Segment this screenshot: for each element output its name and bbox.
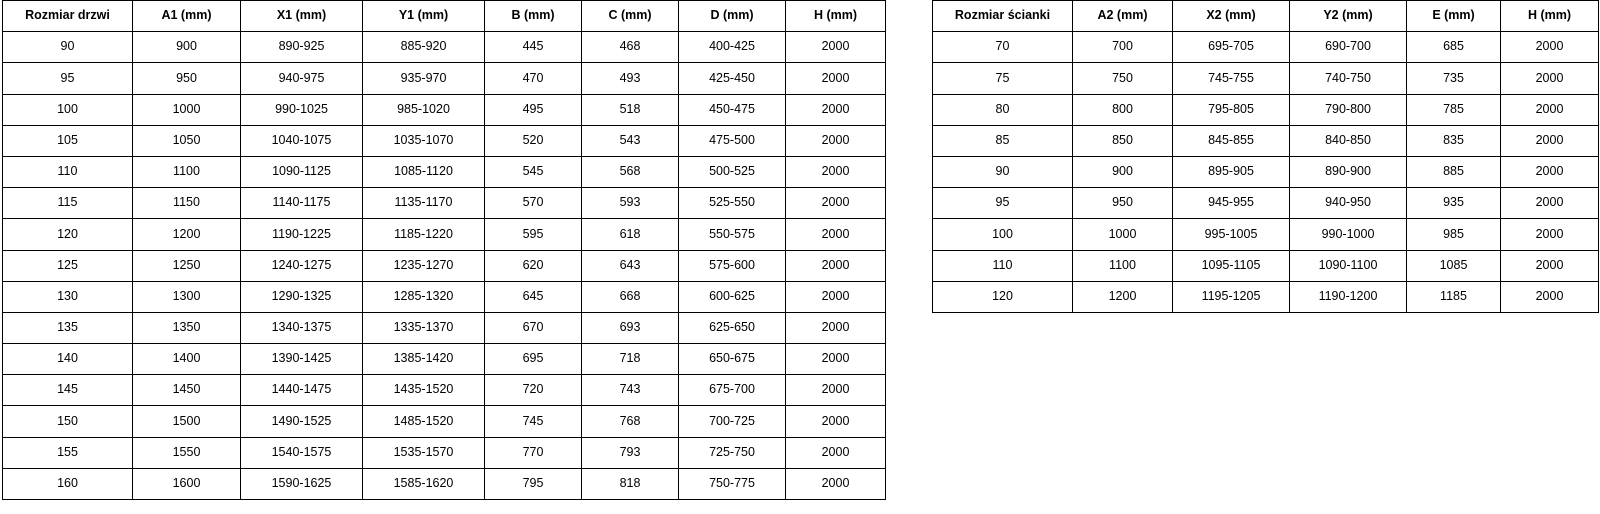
table-row bbox=[3, 344, 886, 375]
table-header-row bbox=[3, 1, 886, 32]
table-cell: 1585-1620 bbox=[363, 468, 485, 499]
column-header: Y2 (mm) bbox=[1290, 1, 1407, 32]
table-cell: 1200 bbox=[1073, 281, 1173, 312]
walls-dimensions-table bbox=[932, 0, 1599, 313]
table-cell: 1200 bbox=[133, 219, 241, 250]
table-cell: 1485-1520 bbox=[363, 406, 485, 437]
table-cell: 1050 bbox=[133, 125, 241, 156]
table-cell: 100 bbox=[933, 219, 1073, 250]
table-cell: 2000 bbox=[786, 94, 886, 125]
table-cell: 745-755 bbox=[1173, 63, 1290, 94]
table-cell: 940-975 bbox=[241, 63, 363, 94]
table-cell: 1240-1275 bbox=[241, 250, 363, 281]
column-header: Rozmiar drzwi bbox=[3, 1, 133, 32]
column-header: A1 (mm) bbox=[133, 1, 241, 32]
table-cell: 985 bbox=[1407, 219, 1501, 250]
walls-table-header bbox=[933, 1, 1599, 32]
table-cell: 525-550 bbox=[679, 188, 786, 219]
table-cell: 90 bbox=[933, 156, 1073, 187]
table-cell: 840-850 bbox=[1290, 125, 1407, 156]
table-cell: 500-525 bbox=[679, 156, 786, 187]
table-cell: 150 bbox=[3, 406, 133, 437]
table-cell: 850 bbox=[1073, 125, 1173, 156]
table-cell: 1085 bbox=[1407, 250, 1501, 281]
table-cell: 593 bbox=[582, 188, 679, 219]
table-cell: 1435-1520 bbox=[363, 375, 485, 406]
table-cell: 1340-1375 bbox=[241, 312, 363, 343]
table-cell: 160 bbox=[3, 468, 133, 499]
table-cell: 2000 bbox=[786, 188, 886, 219]
table-cell: 935 bbox=[1407, 188, 1501, 219]
table-cell: 135 bbox=[3, 312, 133, 343]
table-cell: 690-700 bbox=[1290, 32, 1407, 63]
table-row bbox=[3, 437, 886, 468]
table-row bbox=[933, 156, 1599, 187]
table-cell: 568 bbox=[582, 156, 679, 187]
column-header: Y1 (mm) bbox=[363, 1, 485, 32]
table-cell: 1400 bbox=[133, 344, 241, 375]
table-cell: 745 bbox=[485, 406, 582, 437]
table-cell: 1535-1570 bbox=[363, 437, 485, 468]
table-cell: 140 bbox=[3, 344, 133, 375]
table-cell: 400-425 bbox=[679, 32, 786, 63]
table-row bbox=[3, 94, 886, 125]
table-row bbox=[3, 375, 886, 406]
table-cell: 1040-1075 bbox=[241, 125, 363, 156]
table-row bbox=[933, 281, 1599, 312]
table-cell: 155 bbox=[3, 437, 133, 468]
table-cell: 950 bbox=[1073, 188, 1173, 219]
table-cell: 1195-1205 bbox=[1173, 281, 1290, 312]
table-cell: 935-970 bbox=[363, 63, 485, 94]
table-cell: 1390-1425 bbox=[241, 344, 363, 375]
table-cell: 2000 bbox=[786, 219, 886, 250]
column-header: X2 (mm) bbox=[1173, 1, 1290, 32]
table-cell: 790-800 bbox=[1290, 94, 1407, 125]
table-row bbox=[3, 188, 886, 219]
table-cell: 2000 bbox=[1501, 281, 1599, 312]
table-cell: 80 bbox=[933, 94, 1073, 125]
table-cell: 1300 bbox=[133, 281, 241, 312]
table-cell: 115 bbox=[3, 188, 133, 219]
table-cell: 95 bbox=[3, 63, 133, 94]
table-cell: 1085-1120 bbox=[363, 156, 485, 187]
table-row bbox=[3, 219, 886, 250]
table-cell: 2000 bbox=[786, 375, 886, 406]
table-row bbox=[933, 188, 1599, 219]
table-cell: 768 bbox=[582, 406, 679, 437]
table-cell: 495 bbox=[485, 94, 582, 125]
table-cell: 105 bbox=[3, 125, 133, 156]
table-row bbox=[933, 32, 1599, 63]
table-cell: 725-750 bbox=[679, 437, 786, 468]
table-row bbox=[933, 94, 1599, 125]
table-cell: 668 bbox=[582, 281, 679, 312]
table-cell: 740-750 bbox=[1290, 63, 1407, 94]
table-cell: 2000 bbox=[1501, 125, 1599, 156]
table-cell: 995-1005 bbox=[1173, 219, 1290, 250]
table-row bbox=[3, 32, 886, 63]
table-cell: 2000 bbox=[786, 281, 886, 312]
table-cell: 618 bbox=[582, 219, 679, 250]
table-cell: 1600 bbox=[133, 468, 241, 499]
table-cell: 1235-1270 bbox=[363, 250, 485, 281]
table-cell: 940-950 bbox=[1290, 188, 1407, 219]
table-cell: 643 bbox=[582, 250, 679, 281]
table-cell: 1090-1100 bbox=[1290, 250, 1407, 281]
column-header: H (mm) bbox=[1501, 1, 1599, 32]
table-cell: 985-1020 bbox=[363, 94, 485, 125]
table-cell: 890-925 bbox=[241, 32, 363, 63]
table-cell: 70 bbox=[933, 32, 1073, 63]
table-cell: 795 bbox=[485, 468, 582, 499]
table-cell: 570 bbox=[485, 188, 582, 219]
table-cell: 2000 bbox=[786, 437, 886, 468]
table-cell: 750-775 bbox=[679, 468, 786, 499]
table-cell: 2000 bbox=[786, 156, 886, 187]
table-cell: 785 bbox=[1407, 94, 1501, 125]
table-row bbox=[3, 250, 886, 281]
table-cell: 75 bbox=[933, 63, 1073, 94]
table-cell: 718 bbox=[582, 344, 679, 375]
table-cell: 743 bbox=[582, 375, 679, 406]
table-cell: 2000 bbox=[786, 468, 886, 499]
table-cell: 835 bbox=[1407, 125, 1501, 156]
table-cell: 450-475 bbox=[679, 94, 786, 125]
table-cell: 700-725 bbox=[679, 406, 786, 437]
table-row bbox=[3, 468, 886, 499]
table-row bbox=[3, 125, 886, 156]
table-row bbox=[3, 281, 886, 312]
table-cell: 520 bbox=[485, 125, 582, 156]
doors-table-header bbox=[3, 1, 886, 32]
table-cell: 735 bbox=[1407, 63, 1501, 94]
table-cell: 818 bbox=[582, 468, 679, 499]
table-cell: 695-705 bbox=[1173, 32, 1290, 63]
table-cell: 1095-1105 bbox=[1173, 250, 1290, 281]
table-cell: 800 bbox=[1073, 94, 1173, 125]
table-cell: 885 bbox=[1407, 156, 1501, 187]
table-cell: 1335-1370 bbox=[363, 312, 485, 343]
table-cell: 470 bbox=[485, 63, 582, 94]
walls-dimensions-table-container bbox=[932, 0, 1599, 313]
column-header: Rozmiar ścianki bbox=[933, 1, 1073, 32]
table-row bbox=[3, 406, 886, 437]
column-header: A2 (mm) bbox=[1073, 1, 1173, 32]
table-cell: 2000 bbox=[786, 406, 886, 437]
table-cell: 795-805 bbox=[1173, 94, 1290, 125]
table-cell: 990-1025 bbox=[241, 94, 363, 125]
table-cell: 770 bbox=[485, 437, 582, 468]
table-cell: 1090-1125 bbox=[241, 156, 363, 187]
table-cell: 1250 bbox=[133, 250, 241, 281]
table-cell: 95 bbox=[933, 188, 1073, 219]
table-cell: 2000 bbox=[786, 125, 886, 156]
table-row bbox=[3, 63, 886, 94]
table-cell: 645 bbox=[485, 281, 582, 312]
table-cell: 1285-1320 bbox=[363, 281, 485, 312]
table-cell: 475-500 bbox=[679, 125, 786, 156]
table-cell: 1035-1070 bbox=[363, 125, 485, 156]
table-cell: 545 bbox=[485, 156, 582, 187]
table-cell: 145 bbox=[3, 375, 133, 406]
table-cell: 130 bbox=[3, 281, 133, 312]
table-cell: 2000 bbox=[1501, 156, 1599, 187]
table-cell: 695 bbox=[485, 344, 582, 375]
table-cell: 125 bbox=[3, 250, 133, 281]
table-cell: 900 bbox=[133, 32, 241, 63]
table-cell: 945-955 bbox=[1173, 188, 1290, 219]
table-cell: 625-650 bbox=[679, 312, 786, 343]
table-cell: 575-600 bbox=[679, 250, 786, 281]
table-cell: 885-920 bbox=[363, 32, 485, 63]
table-cell: 2000 bbox=[1501, 188, 1599, 219]
table-cell: 720 bbox=[485, 375, 582, 406]
table-cell: 1385-1420 bbox=[363, 344, 485, 375]
column-header: D (mm) bbox=[679, 1, 786, 32]
table-cell: 445 bbox=[485, 32, 582, 63]
table-row bbox=[933, 63, 1599, 94]
walls-table-body bbox=[933, 32, 1599, 313]
column-header: B (mm) bbox=[485, 1, 582, 32]
table-cell: 845-855 bbox=[1173, 125, 1290, 156]
table-cell: 543 bbox=[582, 125, 679, 156]
doors-table-body bbox=[3, 32, 886, 500]
table-cell: 2000 bbox=[786, 32, 886, 63]
table-cell: 493 bbox=[582, 63, 679, 94]
table-cell: 1450 bbox=[133, 375, 241, 406]
column-header: E (mm) bbox=[1407, 1, 1501, 32]
column-header: X1 (mm) bbox=[241, 1, 363, 32]
table-cell: 100 bbox=[3, 94, 133, 125]
table-cell: 1440-1475 bbox=[241, 375, 363, 406]
table-header-row bbox=[933, 1, 1599, 32]
table-cell: 120 bbox=[3, 219, 133, 250]
table-row bbox=[3, 312, 886, 343]
table-cell: 1490-1525 bbox=[241, 406, 363, 437]
table-cell: 1350 bbox=[133, 312, 241, 343]
table-cell: 1000 bbox=[133, 94, 241, 125]
table-cell: 700 bbox=[1073, 32, 1173, 63]
table-cell: 518 bbox=[582, 94, 679, 125]
table-cell: 900 bbox=[1073, 156, 1173, 187]
table-cell: 1590-1625 bbox=[241, 468, 363, 499]
table-cell: 2000 bbox=[786, 250, 886, 281]
table-cell: 2000 bbox=[1501, 94, 1599, 125]
table-cell: 685 bbox=[1407, 32, 1501, 63]
table-cell: 650-675 bbox=[679, 344, 786, 375]
table-cell: 2000 bbox=[786, 344, 886, 375]
table-cell: 793 bbox=[582, 437, 679, 468]
table-cell: 425-450 bbox=[679, 63, 786, 94]
table-cell: 595 bbox=[485, 219, 582, 250]
table-cell: 550-575 bbox=[679, 219, 786, 250]
table-cell: 1500 bbox=[133, 406, 241, 437]
table-cell: 1135-1170 bbox=[363, 188, 485, 219]
doors-dimensions-table-container bbox=[2, 0, 886, 500]
table-cell: 1185-1220 bbox=[363, 219, 485, 250]
table-cell: 1100 bbox=[1073, 250, 1173, 281]
table-cell: 85 bbox=[933, 125, 1073, 156]
table-cell: 1150 bbox=[133, 188, 241, 219]
doors-dimensions-table bbox=[2, 0, 886, 500]
table-cell: 2000 bbox=[1501, 250, 1599, 281]
table-cell: 2000 bbox=[786, 312, 886, 343]
table-cell: 1000 bbox=[1073, 219, 1173, 250]
column-header: H (mm) bbox=[786, 1, 886, 32]
table-cell: 620 bbox=[485, 250, 582, 281]
table-cell: 750 bbox=[1073, 63, 1173, 94]
table-cell: 1550 bbox=[133, 437, 241, 468]
table-cell: 1540-1575 bbox=[241, 437, 363, 468]
table-cell: 2000 bbox=[1501, 219, 1599, 250]
table-cell: 468 bbox=[582, 32, 679, 63]
table-cell: 675-700 bbox=[679, 375, 786, 406]
table-cell: 600-625 bbox=[679, 281, 786, 312]
table-cell: 90 bbox=[3, 32, 133, 63]
table-cell: 1185 bbox=[1407, 281, 1501, 312]
table-cell: 110 bbox=[3, 156, 133, 187]
table-cell: 950 bbox=[133, 63, 241, 94]
table-cell: 1190-1225 bbox=[241, 219, 363, 250]
table-row bbox=[933, 219, 1599, 250]
table-cell: 990-1000 bbox=[1290, 219, 1407, 250]
table-row bbox=[3, 156, 886, 187]
table-cell: 890-900 bbox=[1290, 156, 1407, 187]
table-cell: 2000 bbox=[1501, 63, 1599, 94]
table-cell: 2000 bbox=[786, 63, 886, 94]
table-cell: 693 bbox=[582, 312, 679, 343]
column-header: C (mm) bbox=[582, 1, 679, 32]
table-cell: 1190-1200 bbox=[1290, 281, 1407, 312]
table-cell: 1100 bbox=[133, 156, 241, 187]
table-cell: 1290-1325 bbox=[241, 281, 363, 312]
table-cell: 120 bbox=[933, 281, 1073, 312]
table-cell: 2000 bbox=[1501, 32, 1599, 63]
table-row bbox=[933, 250, 1599, 281]
table-cell: 670 bbox=[485, 312, 582, 343]
table-cell: 110 bbox=[933, 250, 1073, 281]
table-cell: 1140-1175 bbox=[241, 188, 363, 219]
table-row bbox=[933, 125, 1599, 156]
table-cell: 895-905 bbox=[1173, 156, 1290, 187]
